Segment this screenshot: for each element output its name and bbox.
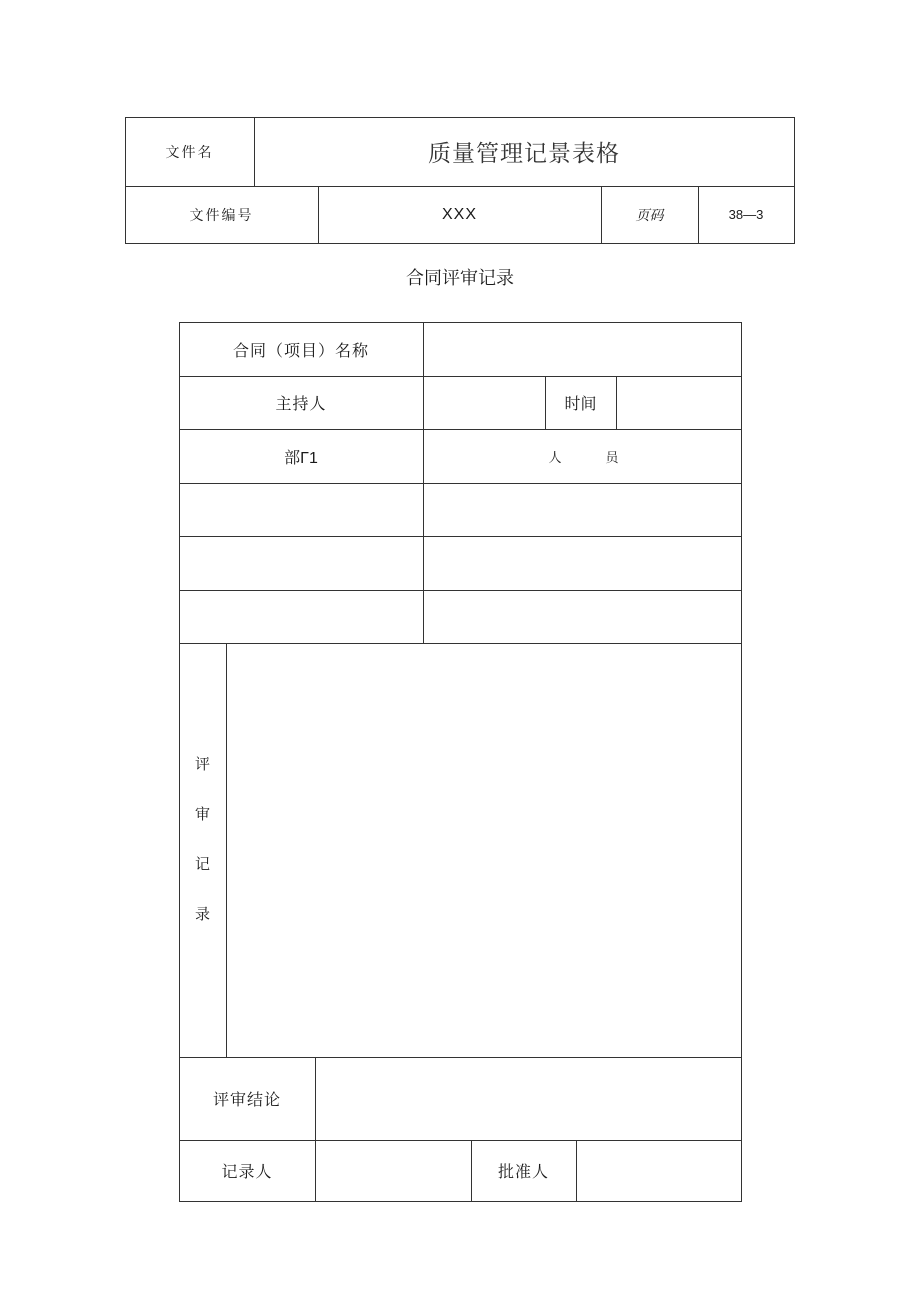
recorder-field[interactable] — [316, 1141, 471, 1201]
time-field[interactable] — [616, 376, 741, 429]
form-border-bottom — [179, 1201, 742, 1202]
contract-name-label: 合同（项目）名称 — [232, 340, 369, 360]
personnel-label-char-1: 人 — [548, 450, 562, 466]
review-record-label-char-3: 记 — [194, 854, 210, 873]
file-number-label: 文件编号 — [189, 207, 254, 224]
page-value: 38—3 — [728, 207, 764, 222]
contract-name-field[interactable] — [423, 322, 741, 376]
review-record-label-char-4: 录 — [194, 904, 210, 923]
approver-label: 批准人 — [497, 1162, 549, 1181]
review-conclusion-label: 评审结论 — [212, 1090, 281, 1109]
department-field-2[interactable] — [180, 537, 423, 590]
header-border-right — [794, 117, 795, 244]
personnel-field-3[interactable] — [424, 591, 741, 643]
host-field[interactable] — [423, 376, 545, 429]
form-border-right — [741, 322, 742, 1202]
page-label: 页码 — [635, 207, 664, 224]
personnel-label-char-2: 员 — [605, 450, 619, 466]
personnel-field-2[interactable] — [424, 537, 741, 590]
review-record-label-char-2: 审 — [194, 804, 210, 823]
department-field-3[interactable] — [180, 591, 423, 643]
personnel-field-1[interactable] — [424, 484, 741, 536]
department-label: 部Γ1 — [284, 449, 318, 467]
file-name-value: 质量管理记景表格 — [428, 141, 620, 167]
file-number-value: XXX — [441, 205, 477, 223]
page-title: 合同评审记录 — [406, 268, 514, 289]
recorder-label: 记录人 — [221, 1162, 273, 1181]
review-record-field[interactable] — [227, 644, 741, 1057]
review-conclusion-field[interactable] — [316, 1058, 741, 1140]
review-record-label-char-1: 评 — [194, 754, 210, 773]
host-label: 主持人 — [275, 394, 327, 413]
approver-field[interactable] — [577, 1141, 741, 1201]
department-field-1[interactable] — [180, 484, 423, 536]
time-label: 时间 — [564, 394, 597, 413]
file-name-label: 文件名 — [165, 144, 214, 161]
header-border-bottom — [125, 243, 795, 244]
